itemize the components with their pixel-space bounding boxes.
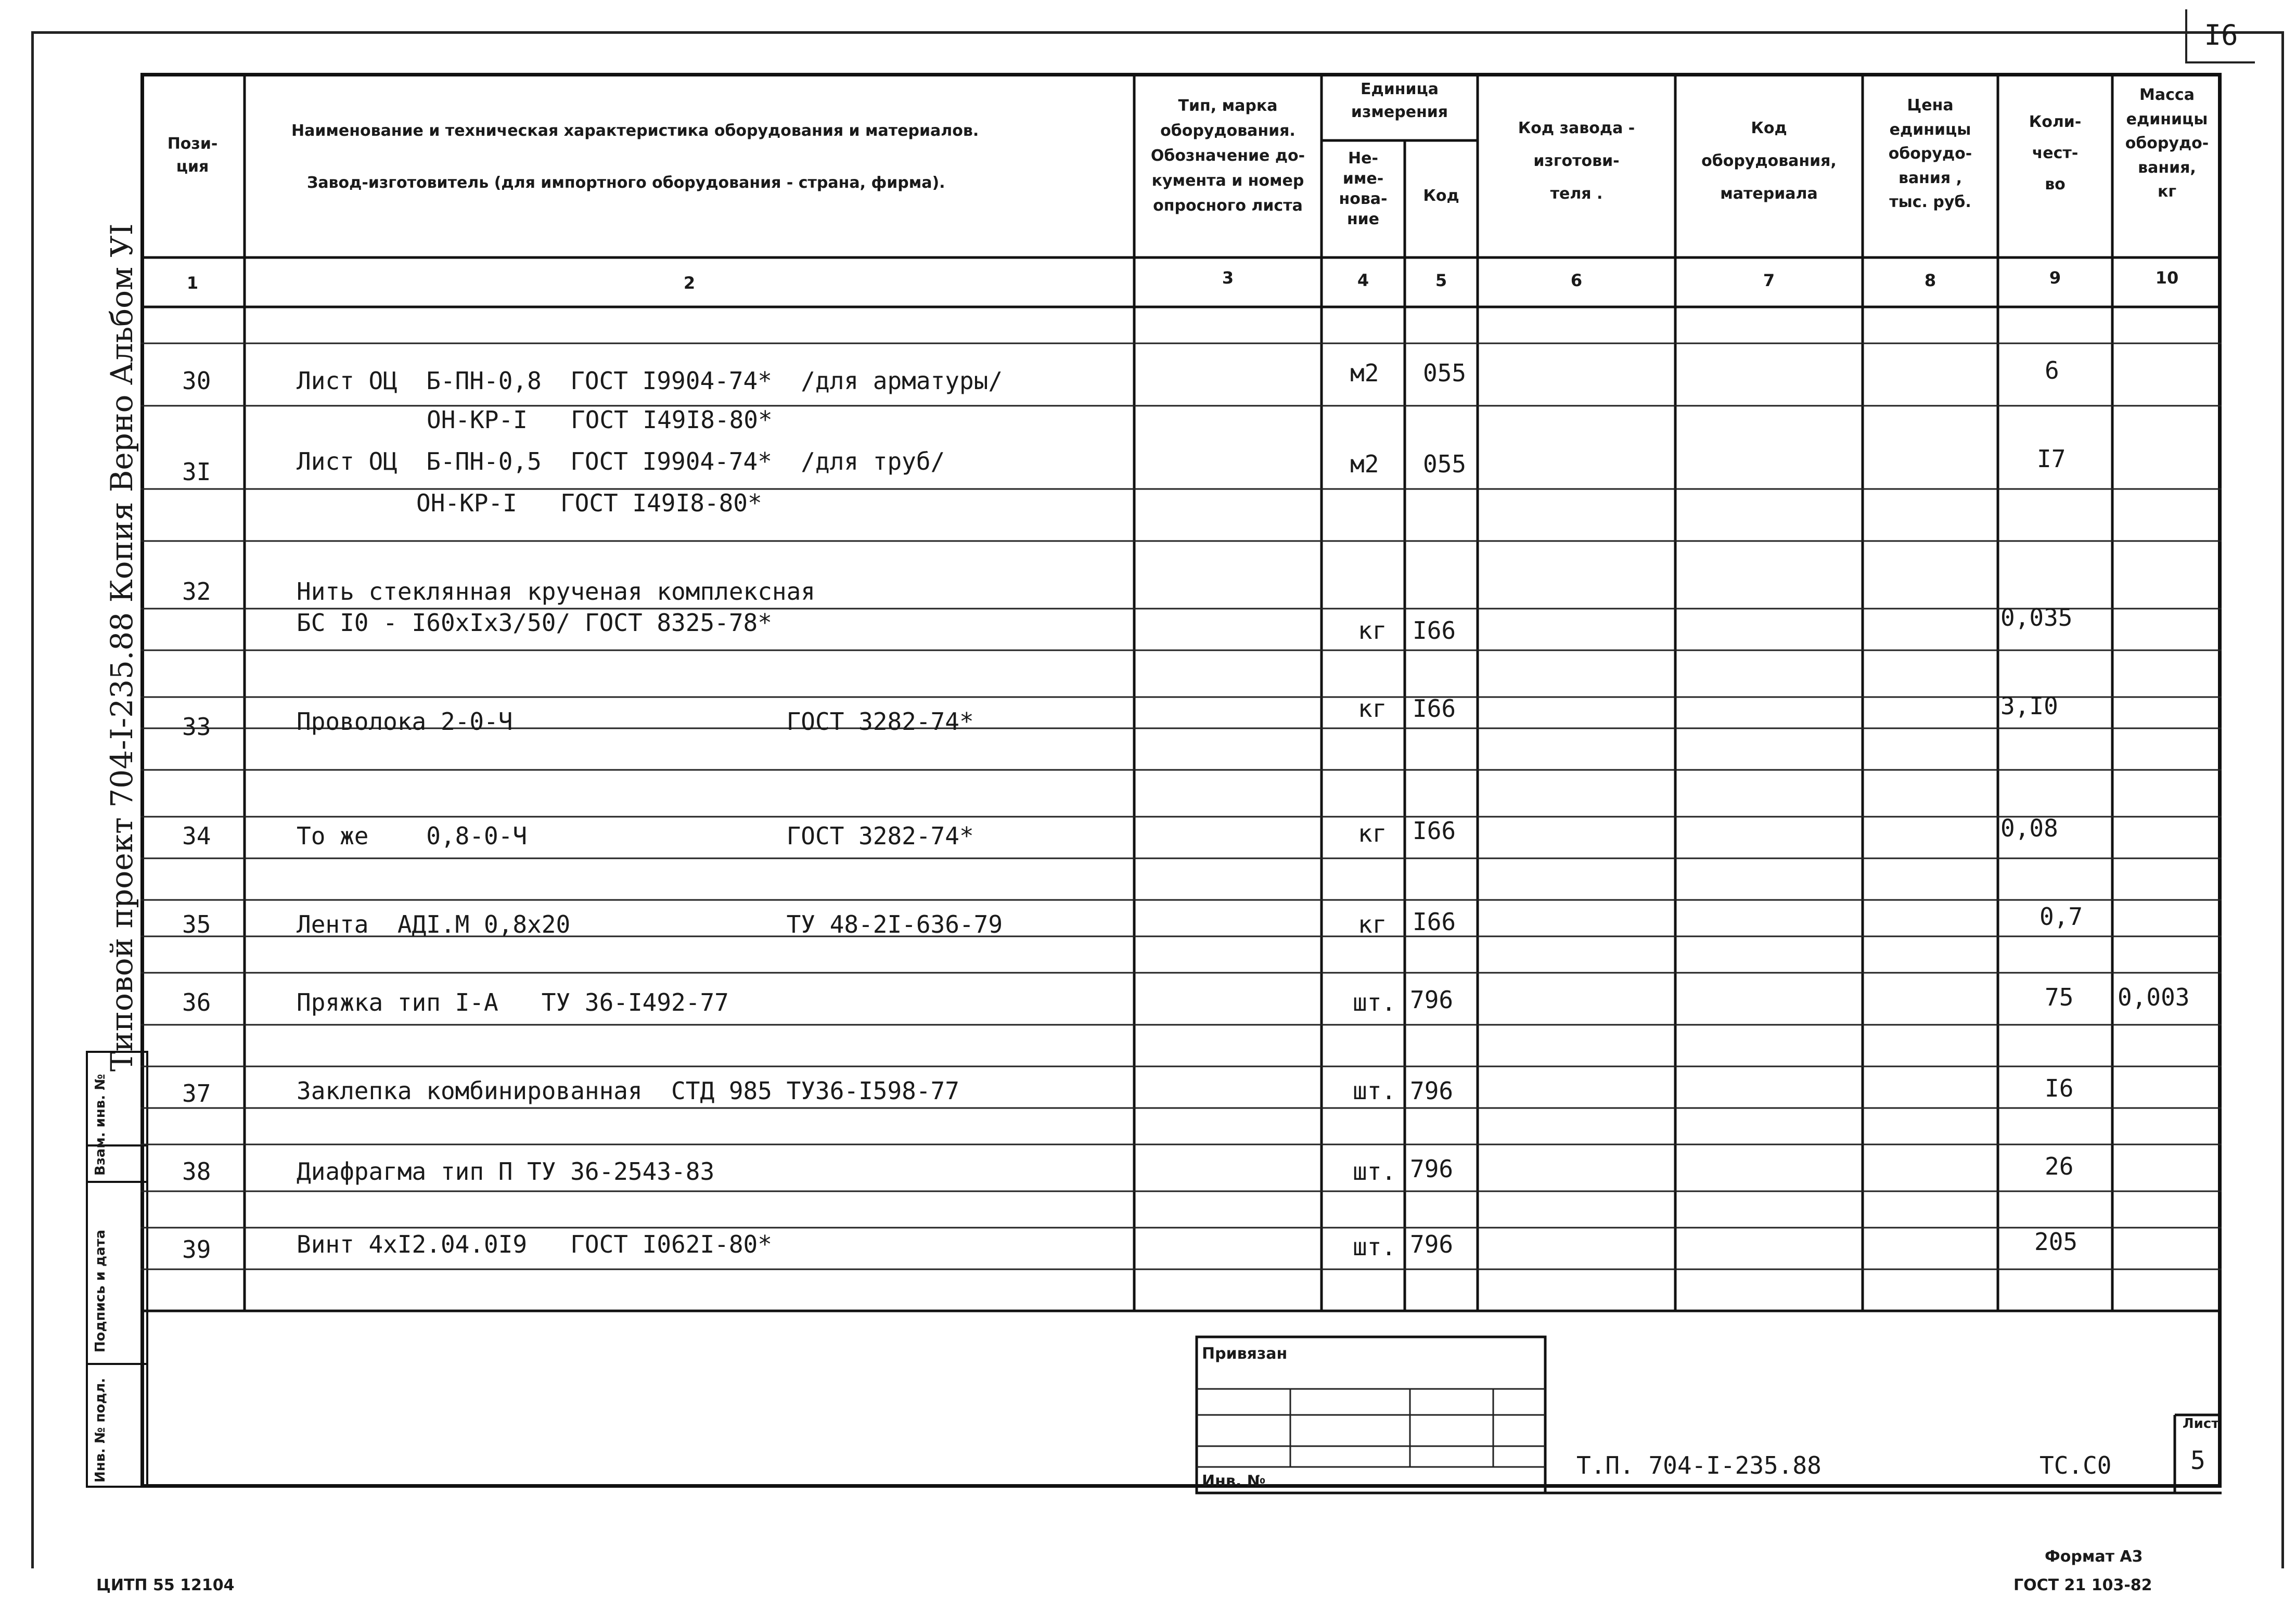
row-quantity: I7 (2037, 445, 2066, 473)
footer-format: Формат А3 (2045, 1548, 2143, 1566)
row-code: 796 (1410, 1230, 1454, 1258)
row-quantity: 0,035 (2000, 603, 2073, 632)
row-unit: кг (1358, 694, 1387, 723)
row-position: 38 (182, 1157, 211, 1186)
footer-print-code: ЦИТП 55 12104 (96, 1576, 235, 1594)
row-mass: 0,003 (2118, 983, 2190, 1011)
row-code: I66 (1413, 694, 1456, 723)
row-name: Лист ОЦ Б-ПН-0,8 ГОСТ I9904-74* /для арматуры/ (297, 367, 1003, 395)
column-number: 4 (1357, 271, 1369, 290)
footer-gost: ГОСТ 21 103-82 (2013, 1576, 2152, 1594)
row-name: То же 0,8-0-Ч ГОСТ 3282-74* (297, 822, 974, 850)
row-quantity: I6 (2045, 1074, 2074, 1102)
header-col6-manufacturer-code: Код завода - изготови- теля . (1518, 119, 1635, 203)
row-position: 30 (182, 367, 211, 395)
header-col5-code: Код (1423, 187, 1459, 205)
row-unit: м2 (1350, 450, 1379, 478)
header-col1-position: Пози- ция (167, 135, 218, 176)
row-position: 3I (182, 458, 211, 486)
row-code: 796 (1410, 986, 1454, 1014)
header-col4-unit-name: Не- име- нова- ние (1339, 149, 1388, 228)
row-position: 34 (182, 822, 211, 850)
row-code: I66 (1413, 817, 1456, 845)
row-name-line2: БС I0 - I60хIх3/50/ ГОСТ 8325-78* (297, 609, 772, 637)
row-name-line2: ОН-КР-I ГОСТ I49I8-80* (416, 489, 762, 517)
row-unit: шт. (1353, 988, 1396, 1016)
side-label-replaced-inv: Взам. инв. № (93, 1074, 108, 1176)
row-quantity: 6 (2045, 356, 2059, 384)
header-col8-unit-price: Цена единицы оборудо- вания , тыс. руб. (1888, 96, 1972, 211)
row-name: Нить стеклянная крученая комплексная (297, 577, 815, 606)
row-position: 33 (182, 713, 211, 741)
row-name-line2: ОН-КР-I ГОСТ I49I8-80* (427, 406, 773, 434)
stamp-privyazan: Привязан (1202, 1345, 1288, 1363)
row-unit: кг (1358, 616, 1387, 645)
column-number: 3 (1222, 268, 1234, 288)
column-number: 9 (2049, 268, 2061, 288)
side-label-signature-date: Подпись и дата (93, 1229, 108, 1353)
row-position: 32 (182, 577, 211, 606)
row-name: Лента АДI.М 0,8х20 ТУ 48-2I-636-79 (297, 910, 1003, 938)
column-number: 6 (1570, 271, 1583, 290)
row-unit: шт. (1353, 1077, 1396, 1105)
header-col10-mass: Масса единицы оборудо- вания, кг (2125, 86, 2209, 201)
row-code: I66 (1413, 908, 1456, 936)
row-quantity: 75 (2045, 983, 2074, 1011)
stamp-doc-code: Т.П. 704-I-235.88 (1576, 1451, 1822, 1479)
header-col2-line2: Завод-изготовитель (для импортного оборудования - страна, фирма). (307, 174, 945, 192)
row-quantity: 3,I0 (2000, 692, 2058, 720)
row-code: I66 (1413, 616, 1456, 645)
row-quantity: 205 (2034, 1228, 2078, 1256)
header-col4-unit-group: Единица измерения (1351, 80, 1448, 121)
row-name: Пряжка тип I-А ТУ 36-I492-77 (297, 988, 729, 1016)
side-label-inv-original: Инв. № подл. (93, 1377, 108, 1483)
row-quantity: 26 (2045, 1152, 2074, 1180)
row-unit: кг (1358, 910, 1387, 938)
row-name: Диафрагма тип П ТУ 36-2543-83 (297, 1157, 715, 1186)
column-number: 10 (2155, 268, 2179, 288)
row-position: 39 (182, 1235, 211, 1264)
row-position: 36 (182, 988, 211, 1016)
row-position: 35 (182, 910, 211, 938)
corner-sheet-number: I6 (2185, 9, 2255, 63)
stamp-sheet-label: Лист (2183, 1416, 2220, 1432)
row-name: Проволока 2-0-Ч ГОСТ 3282-74* (297, 707, 974, 736)
header-col9-quantity: Коли- чест- во (2029, 113, 2082, 194)
column-number: 2 (683, 273, 696, 293)
header-col2-line1: Наименование и техническая характеристика оборудования и материалов. (291, 122, 979, 140)
row-quantity: 0,08 (2000, 814, 2058, 842)
row-name: Лист ОЦ Б-ПН-0,5 ГОСТ I9904-74* /для труб/ (297, 447, 945, 475)
header-col3-type: Тип, марка оборудования. Обозначение до- кумента и номер опросного листа (1150, 97, 1305, 215)
row-unit: м2 (1350, 359, 1379, 387)
row-name: Винт 4хI2.04.0I9 ГОСТ I062I-80* (297, 1230, 772, 1258)
column-number: 7 (1763, 271, 1775, 290)
row-name: Заклепка комбинированная СТД 985 ТУ36-I598-77 (297, 1077, 959, 1105)
stamp-mark: ТС.С0 (2040, 1451, 2112, 1479)
row-unit: шт. (1353, 1157, 1396, 1186)
row-position: 37 (182, 1079, 211, 1107)
row-unit: шт. (1353, 1233, 1396, 1261)
column-number: 5 (1435, 271, 1447, 290)
row-quantity: 0,7 (2040, 903, 2083, 931)
row-code: 055 (1423, 359, 1467, 387)
column-number: 1 (186, 273, 199, 293)
column-number: 8 (1924, 271, 1936, 290)
header-col7-equipment-code: Код оборудования, материала (1701, 119, 1837, 203)
row-code: 796 (1410, 1077, 1454, 1105)
album-title: Типовой проект 704-I-235.88 Копия Верно Альбом УI (104, 223, 139, 1072)
stamp-inv-no: Инв. № (1202, 1472, 1266, 1490)
row-code: 055 (1423, 450, 1467, 478)
stamp-sheet-number: 5 (2190, 1446, 2205, 1475)
row-code: 796 (1410, 1155, 1454, 1183)
row-unit: кг (1358, 819, 1387, 847)
